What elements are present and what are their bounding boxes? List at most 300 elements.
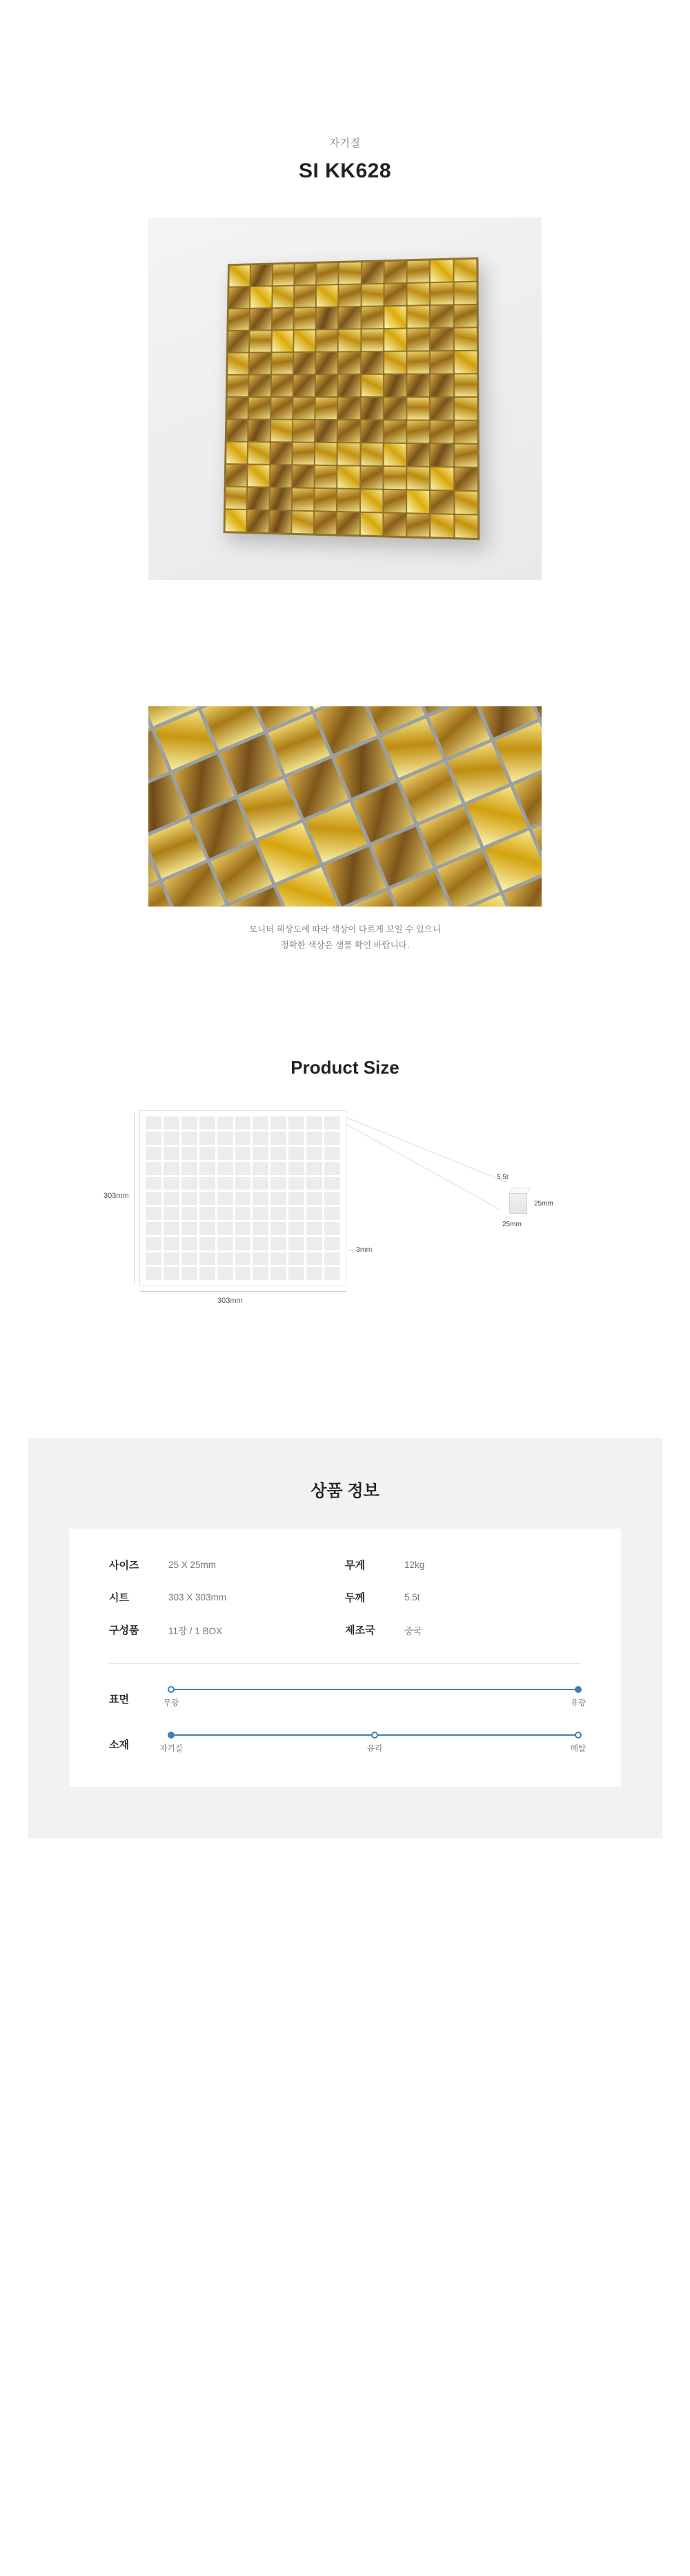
sheet-tile	[235, 1147, 251, 1160]
spec-label: 사이즈	[109, 1560, 139, 1572]
mosaic-tile	[362, 262, 383, 283]
slider-body[interactable]	[159, 1733, 586, 1755]
sheet-tile	[270, 1222, 286, 1235]
sheet-tile	[288, 1116, 304, 1130]
spec-table	[109, 1558, 581, 1637]
sheet-tile	[270, 1177, 286, 1190]
sheet-tile	[146, 1267, 161, 1280]
mosaic-tile	[339, 352, 360, 374]
slider-tick-label: 메탈	[570, 1745, 586, 1754]
mosaic-tile	[247, 510, 268, 532]
sheet-tile	[199, 1132, 215, 1145]
attribute-slider-row	[109, 1733, 586, 1755]
attribute-slider-row	[109, 1687, 586, 1710]
sheet-tile	[324, 1192, 340, 1205]
sheet-tile	[253, 1222, 268, 1235]
mosaic-tile	[228, 309, 249, 330]
mosaic-tile	[431, 444, 453, 466]
mosaic-tile	[228, 376, 248, 396]
mosaic-tile	[295, 264, 315, 285]
product-size-title: Product Size	[290, 1057, 400, 1078]
slider-dot[interactable]	[575, 1732, 582, 1739]
mosaic-tile	[293, 420, 315, 442]
product-image-full-sheet	[148, 217, 542, 580]
mosaic-tile	[338, 420, 359, 442]
sheet-tile	[199, 1147, 215, 1160]
mosaic-tile	[225, 510, 246, 532]
mosaic-tile	[455, 351, 477, 374]
mosaic-tile	[407, 444, 429, 466]
sheet-tile	[288, 1267, 304, 1280]
sheet-tile	[306, 1162, 322, 1175]
mosaic-tile	[317, 263, 338, 284]
mosaic-tile	[338, 398, 359, 419]
sheet-tile	[146, 1147, 161, 1160]
mosaic-tile	[431, 421, 453, 443]
chip-front-face	[509, 1193, 527, 1214]
slider-tick-label: 유광	[570, 1699, 586, 1708]
sheet-tile	[288, 1177, 304, 1190]
sheet-tile	[146, 1132, 161, 1145]
dimension-line-left	[134, 1113, 135, 1284]
slider-body[interactable]	[163, 1687, 586, 1710]
spec-label: 시트	[109, 1592, 129, 1605]
slider-track[interactable]	[171, 1689, 578, 1690]
page-title: SI KK628	[298, 159, 392, 182]
mosaic-tile	[339, 284, 360, 306]
mosaic-tile	[251, 264, 272, 286]
mosaic-tile	[407, 514, 429, 536]
mosaic-tile	[339, 329, 360, 351]
mosaic-tile	[431, 329, 453, 351]
mosaic-tile	[407, 490, 429, 513]
sheet-tile	[199, 1267, 215, 1280]
sheet-tile	[324, 1267, 340, 1280]
mosaic-tile	[294, 353, 315, 374]
sheet-tile	[199, 1177, 215, 1190]
sheet-tile	[146, 1237, 161, 1250]
sheet-tile	[217, 1147, 233, 1160]
mosaic-tile	[431, 306, 453, 328]
sheet-tile	[270, 1162, 286, 1175]
mosaic-tile	[407, 467, 429, 490]
sheet-tile	[146, 1222, 161, 1235]
mosaic-tile	[360, 513, 382, 536]
mosaic-tile	[408, 375, 430, 396]
color-disclaimer-line2: 정확한 색상은 샘플 확인 바랍니다.	[280, 940, 410, 951]
sheet-tile	[164, 1192, 179, 1205]
mosaic-tile	[292, 512, 313, 534]
slider-tick-label: 자기질	[159, 1745, 183, 1754]
sheet-tile	[288, 1192, 304, 1205]
mosaic-tile	[384, 420, 406, 443]
slider-label: 표면	[109, 1693, 129, 1705]
sheet-tile	[288, 1147, 304, 1160]
sheet-tile	[306, 1116, 322, 1130]
sheet-tile	[146, 1177, 161, 1190]
sheet-tile	[235, 1116, 251, 1130]
mosaic-tile	[316, 330, 337, 351]
callout-line-lower	[346, 1124, 501, 1210]
mosaic-tile	[384, 375, 406, 396]
dimension-sheet-height: 303mm	[103, 1192, 129, 1201]
slider-dot[interactable]	[168, 1686, 175, 1693]
mosaic-tile	[362, 352, 383, 374]
sheet-tile	[146, 1116, 161, 1130]
mosaic-tile	[272, 331, 293, 352]
sheet-tile	[235, 1132, 251, 1145]
spec-value: 303 X 303mm	[168, 1592, 227, 1603]
mosaic-tile	[250, 287, 271, 307]
sheet-tile	[270, 1267, 286, 1280]
mosaic-tile	[315, 512, 336, 534]
mosaic-tile	[315, 398, 337, 419]
sheet-tile	[270, 1132, 286, 1145]
mosaic-tile	[362, 329, 383, 351]
sheet-tile	[146, 1192, 161, 1205]
mosaic-tile	[407, 398, 429, 420]
slider-track[interactable]	[171, 1734, 578, 1736]
sheet-tile	[324, 1222, 340, 1235]
sheet-tile	[235, 1177, 251, 1190]
sheet-tile	[253, 1192, 268, 1205]
mosaic-tile	[384, 284, 406, 305]
sheet-tile	[181, 1267, 197, 1280]
mosaic-tile	[361, 398, 382, 419]
sheet-tile	[217, 1267, 233, 1280]
mosaic-tile	[270, 443, 292, 464]
mosaic-tile	[272, 353, 293, 374]
sheet-tile	[306, 1267, 322, 1280]
mosaic-tile	[295, 286, 316, 307]
mosaic-tile	[293, 488, 314, 510]
mosaic-tile	[271, 375, 293, 396]
sheet-tile	[306, 1147, 322, 1160]
sheet-tile	[181, 1207, 197, 1220]
sheet-tile	[324, 1177, 340, 1190]
mosaic-tile	[337, 490, 359, 512]
sheet-tile	[235, 1192, 251, 1205]
mosaic-tile	[431, 514, 454, 537]
mosaic-tile	[361, 420, 383, 442]
sheet-tile	[324, 1147, 340, 1160]
mosaic-tile	[270, 488, 291, 510]
slider-tick-label: 유리	[366, 1745, 383, 1754]
spec-label: 무게	[345, 1560, 365, 1572]
sheet-tile	[306, 1237, 322, 1250]
sheet-tile	[253, 1207, 268, 1220]
spec-value: 중국	[404, 1625, 423, 1636]
mosaic-tile	[455, 445, 477, 467]
sheet-tile	[217, 1177, 233, 1190]
sheet-tile	[324, 1116, 340, 1130]
slider-dot-selected[interactable]	[575, 1686, 582, 1693]
mosaic-tile	[293, 375, 315, 396]
product-material-label: 자기질	[329, 137, 361, 149]
mosaic-tile	[408, 329, 430, 350]
mosaic-tile	[226, 443, 247, 464]
sheet-tile	[270, 1116, 286, 1130]
spec-label: 구성품	[109, 1625, 139, 1637]
mosaic-tile	[408, 351, 430, 373]
mosaic-tile	[226, 487, 246, 509]
product-size-section	[0, 1057, 690, 1310]
slider-tick-labels	[159, 1743, 586, 1755]
mosaic-tile	[249, 398, 270, 419]
sheet-tile	[306, 1222, 322, 1235]
sheet-tile	[288, 1162, 304, 1175]
product-header	[0, 0, 690, 183]
sheet-tile	[253, 1147, 268, 1160]
mosaic-tile	[273, 264, 293, 286]
mosaic-tile	[455, 492, 477, 514]
mosaic-tile	[315, 443, 337, 465]
slider-tick-label: 무광	[163, 1699, 179, 1708]
dimension-chip-width: 25mm	[502, 1221, 522, 1229]
sheet-tile	[324, 1132, 340, 1145]
sheet-tile	[253, 1252, 268, 1266]
sheet-tile	[270, 1147, 286, 1160]
mosaic-tile	[455, 398, 477, 420]
mosaic-tile	[384, 352, 406, 374]
mosaic-tile	[339, 262, 361, 284]
sheet-tile	[270, 1252, 286, 1266]
sheet-tile	[181, 1222, 197, 1235]
mosaic-tile	[431, 467, 453, 490]
sheet-tile	[217, 1207, 233, 1220]
mosaic-tile	[337, 512, 359, 534]
sheet-tile	[217, 1132, 233, 1145]
mosaic-tile	[229, 265, 250, 286]
sheet-tile	[217, 1222, 233, 1235]
mosaic-tile	[248, 443, 270, 464]
mosaic-tile	[273, 287, 293, 308]
sheet-tile	[288, 1222, 304, 1235]
mosaic-tile	[431, 398, 453, 420]
sheet-tile	[324, 1237, 340, 1250]
mosaic-tile	[362, 375, 383, 396]
mosaic-tile	[317, 307, 338, 329]
mosaic-sheet-graphic	[224, 258, 480, 541]
sheet-tile	[146, 1207, 161, 1220]
sheet-tile	[288, 1132, 304, 1145]
sheet-tile	[324, 1252, 340, 1266]
mosaic-tile	[384, 307, 406, 328]
mosaic-tile	[270, 465, 291, 487]
callout-line-upper	[346, 1117, 506, 1183]
mosaic-tile	[362, 284, 383, 306]
sheet-tile	[217, 1116, 233, 1130]
mosaic-tile	[384, 490, 406, 512]
color-disclaimer	[0, 922, 690, 953]
mosaic-tile	[227, 420, 248, 441]
sheet-tile	[164, 1177, 179, 1190]
mosaic-tile	[455, 468, 477, 491]
sheet-tile	[164, 1116, 179, 1130]
mosaic-tile	[226, 465, 247, 486]
mosaic-tile	[431, 282, 453, 304]
spec-label: 제조국	[345, 1625, 375, 1637]
sheet-tile	[270, 1207, 286, 1220]
mosaic-tile	[250, 331, 270, 351]
sheet-tile	[164, 1147, 179, 1160]
mosaic-tile	[293, 443, 314, 464]
mosaic-tile	[384, 329, 406, 351]
mosaic-tile	[407, 420, 429, 443]
product-info-section	[28, 1438, 662, 1838]
mosaic-tile	[362, 307, 383, 328]
attribute-sliders	[109, 1687, 586, 1755]
sheet-tile	[235, 1222, 251, 1235]
mosaic-tile	[270, 511, 291, 533]
mosaic-tile	[248, 420, 269, 441]
dimension-chip-thickness: 5.5t	[497, 1174, 509, 1182]
sheet-diagram-grid	[139, 1110, 346, 1286]
mosaic-tile	[408, 283, 430, 304]
sheet-tile	[235, 1162, 251, 1175]
sheet-tile	[217, 1237, 233, 1250]
mosaic-tile	[294, 308, 315, 329]
sheet-tile	[306, 1177, 322, 1190]
mosaic-tile	[250, 353, 270, 374]
mosaic-tile	[454, 282, 476, 304]
mosaic-tile	[384, 514, 406, 536]
sheet-tile	[164, 1267, 179, 1280]
mosaic-tile	[315, 466, 337, 488]
sheet-tile	[164, 1207, 179, 1220]
sheet-tile	[164, 1222, 179, 1235]
slider-label: 소재	[109, 1739, 129, 1751]
mosaic-tile	[454, 328, 476, 350]
sheet-tile	[235, 1207, 251, 1220]
mosaic-tile	[339, 375, 360, 396]
sheet-tile	[324, 1162, 340, 1175]
mosaic-tile	[293, 465, 314, 487]
mosaic-tile	[293, 398, 315, 419]
sheet-tile	[181, 1132, 197, 1145]
sheet-tile	[306, 1132, 322, 1145]
mosaic-tile	[455, 421, 477, 443]
mosaic-tile	[315, 489, 336, 511]
mosaic-tile	[431, 491, 454, 514]
mosaic-tile	[228, 331, 249, 352]
sheet-tile	[199, 1222, 215, 1235]
mosaic-tile	[338, 466, 359, 488]
sheet-tile	[181, 1147, 197, 1160]
mosaic-tile	[361, 467, 383, 489]
mosaic-tile	[384, 467, 406, 489]
sheet-tile	[235, 1252, 251, 1266]
slider-tick-labels	[163, 1697, 586, 1710]
spec-value: 11장 / 1 BOX	[168, 1625, 223, 1636]
sheet-tile	[199, 1237, 215, 1250]
mosaic-tile	[316, 352, 337, 374]
size-diagram	[103, 1110, 586, 1310]
sheet-tile	[253, 1267, 268, 1280]
mosaic-tile	[316, 375, 337, 396]
sheet-tile	[253, 1177, 268, 1190]
sheet-tile	[253, 1116, 268, 1130]
sheet-tile	[288, 1237, 304, 1250]
mosaic-tile	[272, 309, 293, 330]
sheet-tile	[253, 1162, 268, 1175]
mosaic-tile	[384, 261, 406, 282]
mosaic-tile	[338, 443, 359, 465]
slider-dot-selected[interactable]	[168, 1732, 175, 1739]
sheet-tile	[164, 1132, 179, 1145]
mosaic-tile	[339, 307, 360, 329]
sheet-tile	[253, 1237, 268, 1250]
product-info-card	[69, 1529, 621, 1787]
dimension-grout-gap: 3mm	[356, 1246, 373, 1255]
sheet-tile	[217, 1162, 233, 1175]
mosaic-tile	[408, 306, 430, 327]
sheet-tile	[164, 1252, 179, 1266]
sheet-tile	[146, 1252, 161, 1266]
sheet-tile	[181, 1116, 197, 1130]
sheet-tile	[235, 1267, 251, 1280]
sheet-tile	[324, 1207, 340, 1220]
product-image-closeup	[148, 706, 542, 907]
mosaic-closeup-graphic	[148, 706, 542, 907]
mosaic-tile	[384, 444, 406, 466]
sheet-tile	[253, 1132, 268, 1145]
sheet-tile	[199, 1116, 215, 1130]
sheet-tile	[199, 1162, 215, 1175]
mosaic-tile	[294, 330, 315, 351]
sheet-tile	[164, 1162, 179, 1175]
mosaic-tile	[361, 490, 383, 512]
mosaic-tile	[408, 260, 430, 282]
mosaic-tile	[454, 305, 476, 327]
mosaic-tile	[249, 376, 270, 396]
mosaic-tile	[229, 287, 250, 308]
mosaic-tile	[271, 398, 293, 419]
mosaic-tile	[250, 309, 271, 329]
sheet-tile	[306, 1207, 322, 1220]
mosaic-tile	[384, 398, 406, 419]
sheet-tile	[270, 1237, 286, 1250]
sheet-tile	[199, 1207, 215, 1220]
sheet-tile	[217, 1192, 233, 1205]
dimension-chip-height: 25mm	[534, 1200, 553, 1208]
sheet-tile	[288, 1252, 304, 1266]
sheet-tile	[288, 1207, 304, 1220]
sheet-tile	[181, 1252, 197, 1266]
mosaic-tile	[317, 285, 338, 307]
sheet-tile	[181, 1192, 197, 1205]
slider-dot[interactable]	[371, 1732, 378, 1739]
sheet-tile	[164, 1237, 179, 1250]
sheet-tile	[199, 1252, 215, 1266]
spec-value: 12kg	[404, 1560, 425, 1571]
sheet-tile	[306, 1192, 322, 1205]
mosaic-tile	[315, 420, 337, 442]
mosaic-tile	[361, 443, 383, 465]
sheet-tile	[306, 1252, 322, 1266]
sheet-tile	[199, 1192, 215, 1205]
sheet-tile	[217, 1252, 233, 1266]
chip-top-face	[509, 1188, 531, 1193]
mosaic-tile	[431, 351, 453, 374]
mosaic-tile	[455, 515, 477, 538]
sheet-tile	[270, 1192, 286, 1205]
dimension-line-bottom	[139, 1291, 346, 1292]
mosaic-tile	[431, 260, 453, 282]
dimension-sheet-width: 303mm	[217, 1297, 243, 1306]
mosaic-tile	[248, 465, 269, 486]
mosaic-tile	[455, 374, 477, 396]
